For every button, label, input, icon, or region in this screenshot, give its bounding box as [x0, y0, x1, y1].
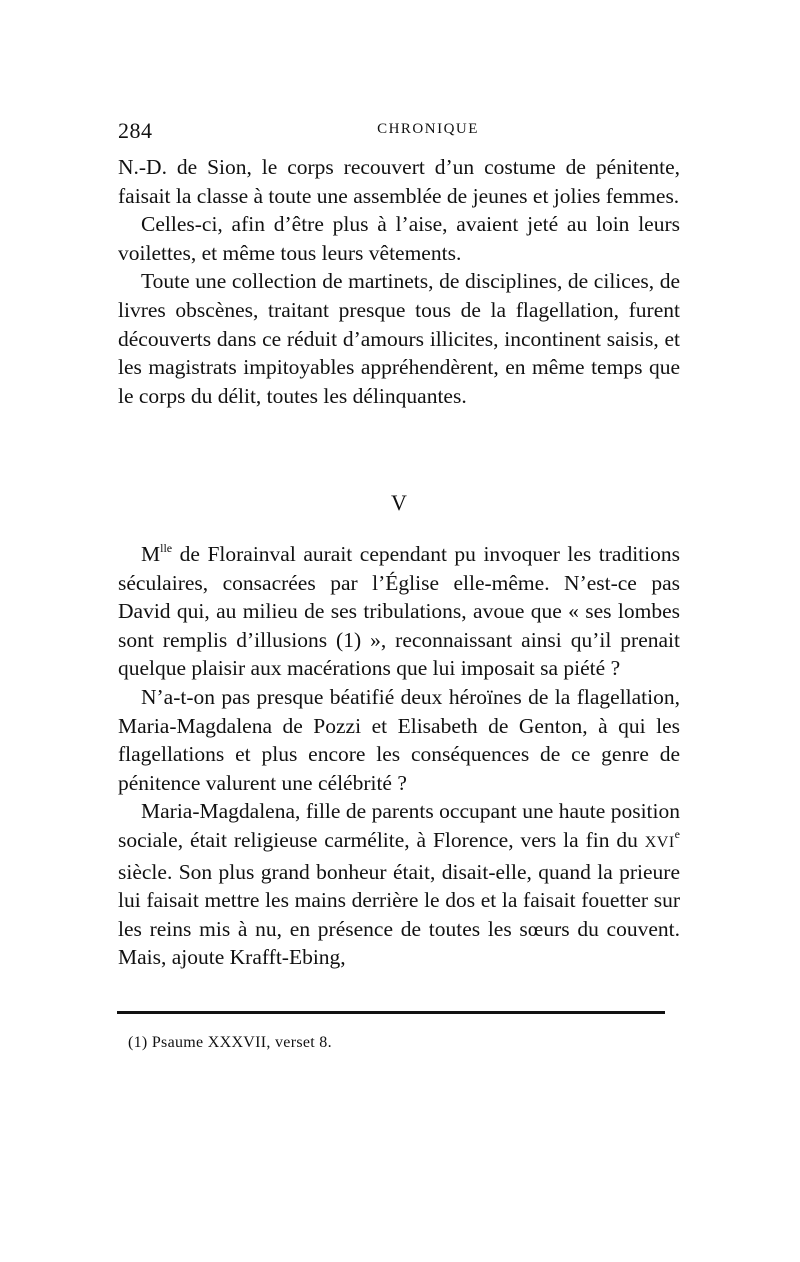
paragraph-4-text: de Florainval aurait cependant pu invoquer les traditions séculaires, consacrées par l’Église elle-même. N’est-ce pas David qui, au milieu de ses tribulations, avoue que « ses lombes sont remplis d’illusions (1) », reconnaissant ainsi qu’il prenait quelque plaisir aux macérations que lui imposait sa piété ? — [118, 542, 680, 681]
section-heading: V — [391, 490, 407, 515]
page-number: 284 — [118, 118, 153, 143]
text-block-bottom — [118, 540, 680, 972]
text-block-top — [118, 153, 680, 410]
mlle-abbrev: M — [141, 542, 161, 566]
paragraph-6-start: Maria-Magdalena, fille de parents occupant une haute position sociale, était religieuse carmélite, à Florence, vers la fin du — [118, 799, 680, 852]
paragraph-1: N.-D. de Sion, le corps recouvert d’un costume de pénitente, faisait la classe à toute une assemblée de jeunes et jolies femmes. — [118, 155, 680, 208]
century-superscript: e — [674, 826, 680, 841]
paragraph-3: Toute une collection de martinets, de disciplines, de cilices, de livres obscènes, traitant presque tous de la flagellation, furent découverts dans ce réduit d’amours illicites, incontinent saisis, et les magistrats impitoyables appréhendèrent, en même temps que le corps du délit, toutes les délinquantes. — [118, 269, 680, 408]
paragraph-2: Celles-ci, afin d’être plus à l’aise, avaient jeté au loin leurs voilettes, et même tous leurs vêtements. — [118, 212, 680, 265]
running-head — [118, 118, 678, 148]
running-title: CHRONIQUE — [377, 121, 479, 137]
footnote: (1) Psaume XXXVII, verset 8. — [128, 1034, 332, 1051]
century-numeral: XVI — [644, 833, 675, 851]
paragraph-6-end: siècle. Son plus grand bonheur était, disait-elle, quand la prieure lui faisait mettre les mains derrière le dos et la faisait fouetter sur les reins mis à nu, en présence de toutes les sœurs du couvent. Mais, ajoute Krafft-Ebing, — [118, 859, 680, 970]
mlle-superscript: lle — [160, 541, 173, 555]
paragraph-6 — [118, 797, 680, 972]
footnote-rule — [117, 1011, 665, 1014]
paragraph-4 — [118, 540, 680, 683]
paragraph-5: N’a-t-on pas presque béatifié deux héroïnes de la flagellation, Maria-Magdalena de Pozzi et Elisabeth de Genton, à qui les flagellations et plus encore les conséquences de ce genre de pénitence valurent une célébrité ? — [118, 684, 680, 795]
